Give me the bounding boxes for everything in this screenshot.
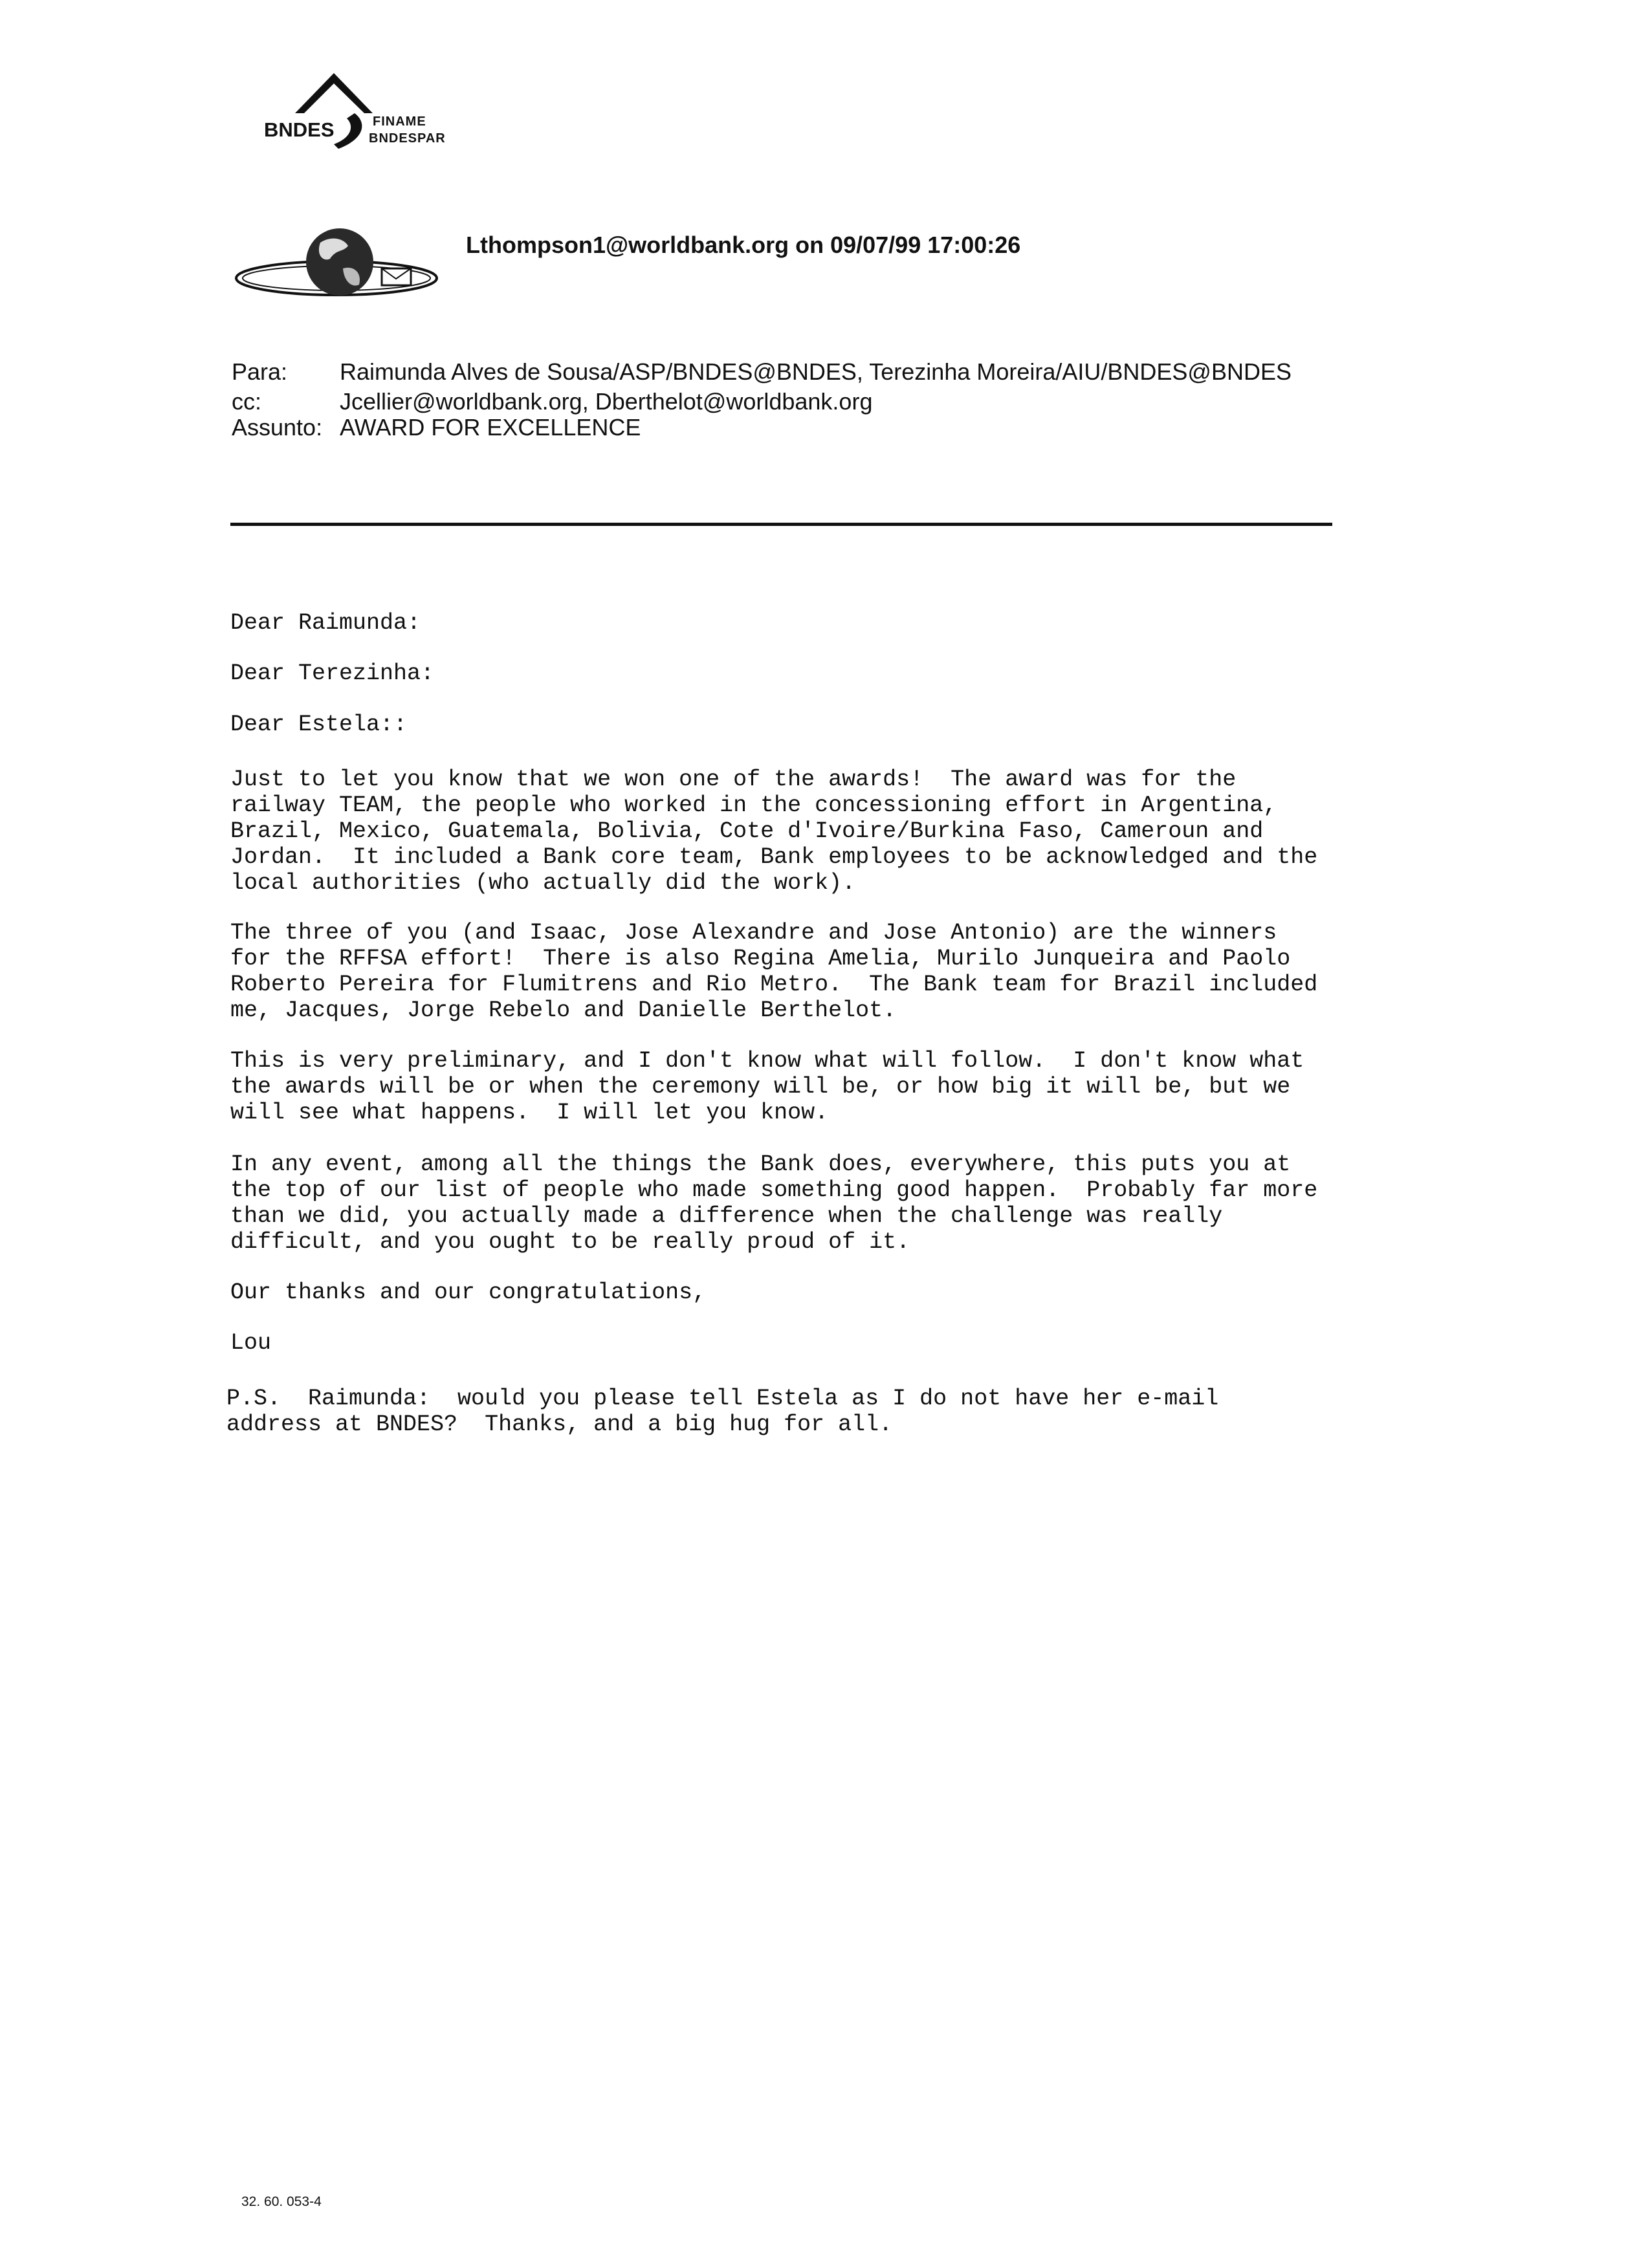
paragraph-line: for the RFFSA effort! There is also Regina Amelia, Murilo Junqueira and Paolo <box>230 946 1291 972</box>
paragraph-line: railway TEAM, the people who worked in the concessioning effort in Argentina, <box>230 792 1277 818</box>
paragraph-line: than we did, you actually made a difference when the challenge was really <box>230 1203 1223 1229</box>
paragraph-line: Just to let you know that we won one of the awards! The award was for the <box>230 767 1237 792</box>
logo-line1: FINAME <box>373 114 426 129</box>
body-paragraph <box>230 1151 1317 1255</box>
field-label-assunto: Assunto: <box>232 414 323 441</box>
greeting-line: Dear Terezinha: <box>230 660 435 686</box>
email-sender-line: Lthompson1@worldbank.org on 09/07/99 17:00:26 <box>466 232 1021 258</box>
body-paragraph <box>230 767 1317 896</box>
body-paragraph <box>230 1048 1304 1126</box>
document-code: 32. 60. 053-4 <box>241 2194 322 2209</box>
postscript <box>226 1386 1218 1437</box>
body-paragraph <box>230 920 1317 1023</box>
paragraph-line: difficult, and you ought to be really proud of it. <box>230 1229 910 1255</box>
greeting-line: Dear Estela:: <box>230 712 408 737</box>
paragraph-line: the top of our list of people who made something good happen. Probably far more <box>230 1177 1318 1203</box>
header-divider <box>230 523 1332 526</box>
paragraph-line: Roberto Pereira for Flumitrens and Rio Metro. The Bank team for Brazil included <box>230 972 1318 998</box>
field-label-para: Para: <box>232 358 288 385</box>
paragraph-line: The three of you (and Isaac, Jose Alexandre and Jose Antonio) are the winners <box>230 920 1277 946</box>
postscript-line: P.S. Raimunda: would you please tell Estela as I do not have her e-mail <box>226 1386 1219 1412</box>
email-globe-icon <box>233 223 446 304</box>
greeting-line: Dear Raimunda: <box>230 610 421 636</box>
field-value-para: Raimunda Alves de Sousa/ASP/BNDES@BNDES, Terezinha Moreira/AIU/BNDES@BNDES <box>340 358 1292 385</box>
paragraph-line: local authorities (who actually did the work). <box>230 870 856 896</box>
paragraph-line: Brazil, Mexico, Guatemala, Bolivia, Cote d'Ivoire/Burkina Faso, Cameroun and <box>230 818 1264 844</box>
logo-name: BNDES <box>264 118 335 141</box>
signature: Lou <box>230 1330 272 1356</box>
field-value-assunto: AWARD FOR EXCELLENCE <box>340 414 641 441</box>
paragraph-line: the awards will be or when the ceremony will be, or how big it will be, but we <box>230 1074 1291 1100</box>
paragraph-line: This is very preliminary, and I don't know what will follow. I don't know what <box>230 1048 1304 1074</box>
paragraph-line: Jordan. It included a Bank core team, Bank employees to be acknowledged and the <box>230 844 1318 870</box>
bndes-logo <box>258 68 452 152</box>
postscript-line: address at BNDES? Thanks, and a big hug for all. <box>226 1412 893 1437</box>
paragraph-line: will see what happens. I will let you know. <box>230 1100 829 1126</box>
paragraph-line: me, Jacques, Jorge Rebelo and Danielle Berthelot. <box>230 998 897 1023</box>
field-label-cc: cc: <box>232 388 262 415</box>
paragraph-line: In any event, among all the things the Bank does, everywhere, this puts you at <box>230 1151 1291 1177</box>
closing-line: Our thanks and our congratulations, <box>230 1280 707 1305</box>
field-value-cc: Jcellier@worldbank.org, Dberthelot@worldbank.org <box>340 388 873 415</box>
logo-line2: BNDESPAR <box>369 131 446 146</box>
